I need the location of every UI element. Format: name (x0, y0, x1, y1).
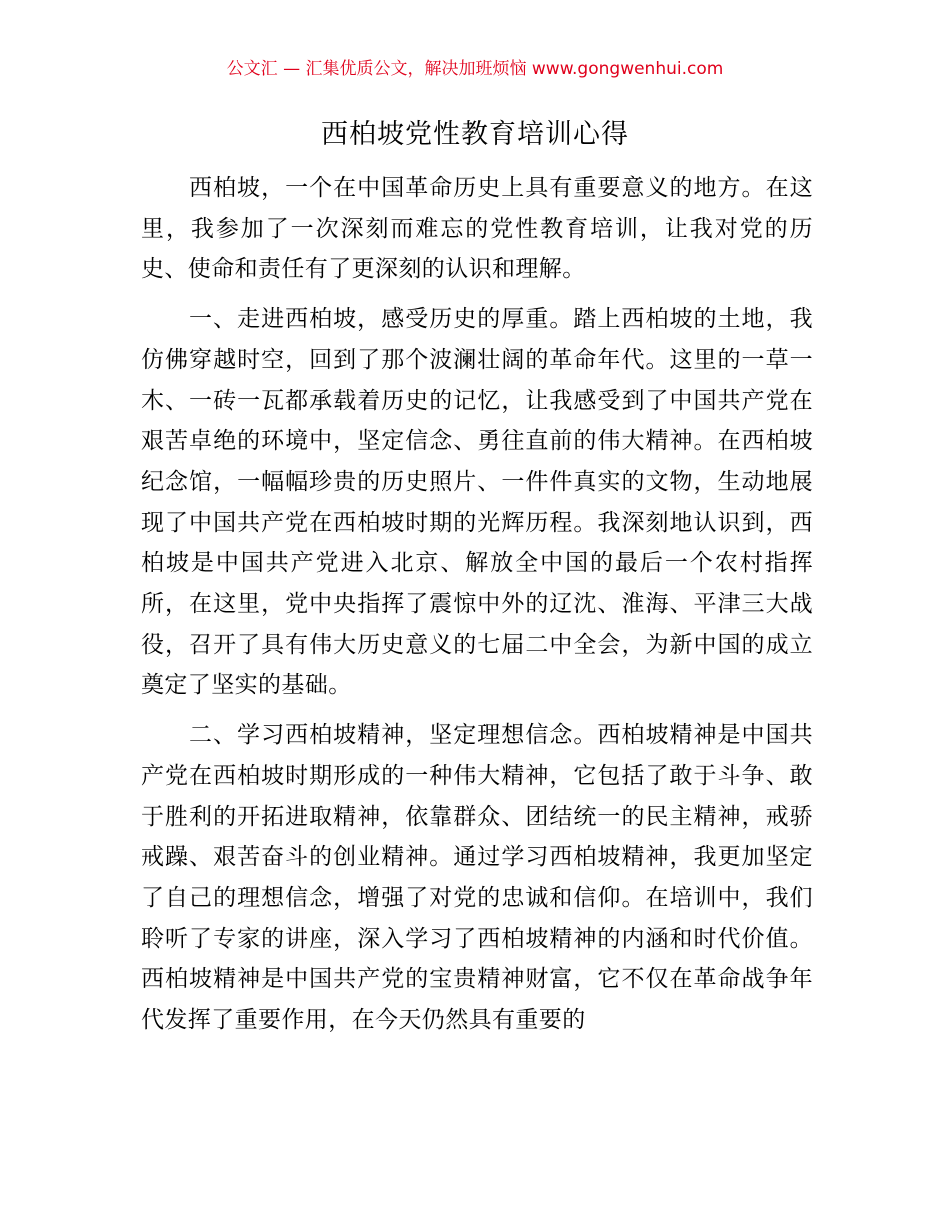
paragraph-section-2: 二、学习西柏坡精神，坚定理想信念。西柏坡精神是中国共产党在西柏坡时期形成的一种伟大精神，它包括了敢于斗争、敢于胜利的开拓进取精神，依靠群众、团结统一的民主精神，戒骄戒躁、艰苦奋斗的创业精神。通过学习西柏坡精神，我更加坚定了自己的理想信念，增强了对党的忠诚和信仰。在培训中，我们聆听了专家的讲座，深入学习了西柏坡精神的内涵和时代价值。西柏坡精神是中国共产党的宝贵精神财富，它不仅在革命战争年代发挥了重要作用，在今天仍然具有重要的 (141, 722, 813, 1034)
paragraph-intro: 西柏坡，一个在中国革命历史上具有重要意义的地方。在这里，我参加了一次深刻而难忘的党性教育培训，让我对党的历史、使命和责任有了更深刻的认识和理解。 (141, 175, 813, 283)
document-title: 西柏坡党性教育培训心得 (321, 119, 629, 150)
header-watermark[interactable]: 公文汇 — 汇集优质公文，解决加班烦恼 www.gongwenhui.com (226, 59, 724, 79)
document-body (141, 168, 813, 1050)
paragraph-section-1: 一、走进西柏坡，感受历史的厚重。踏上西柏坡的土地，我仿佛穿越时空，回到了那个波澜壮阔的革命年代。这里的一草一木、一砖一瓦都承载着历史的记忆，让我感受到了中国共产党在艰苦卓绝的环境中，坚定信念、勇往直前的伟大精神。在西柏坡纪念馆，一幅幅珍贵的历史照片、一件件真实的文物，生动地展现了中国共产党在西柏坡时期的光辉历程。我深刻地认识到，西柏坡是中国共产党进入北京、解放全中国的最后一个农村指挥所，在这里，党中央指挥了震惊中外的辽沈、淮海、平津三大战役，召开了具有伟大历史意义的七届二中全会，为新中国的成立奠定了坚实的基础。 (141, 306, 813, 699)
